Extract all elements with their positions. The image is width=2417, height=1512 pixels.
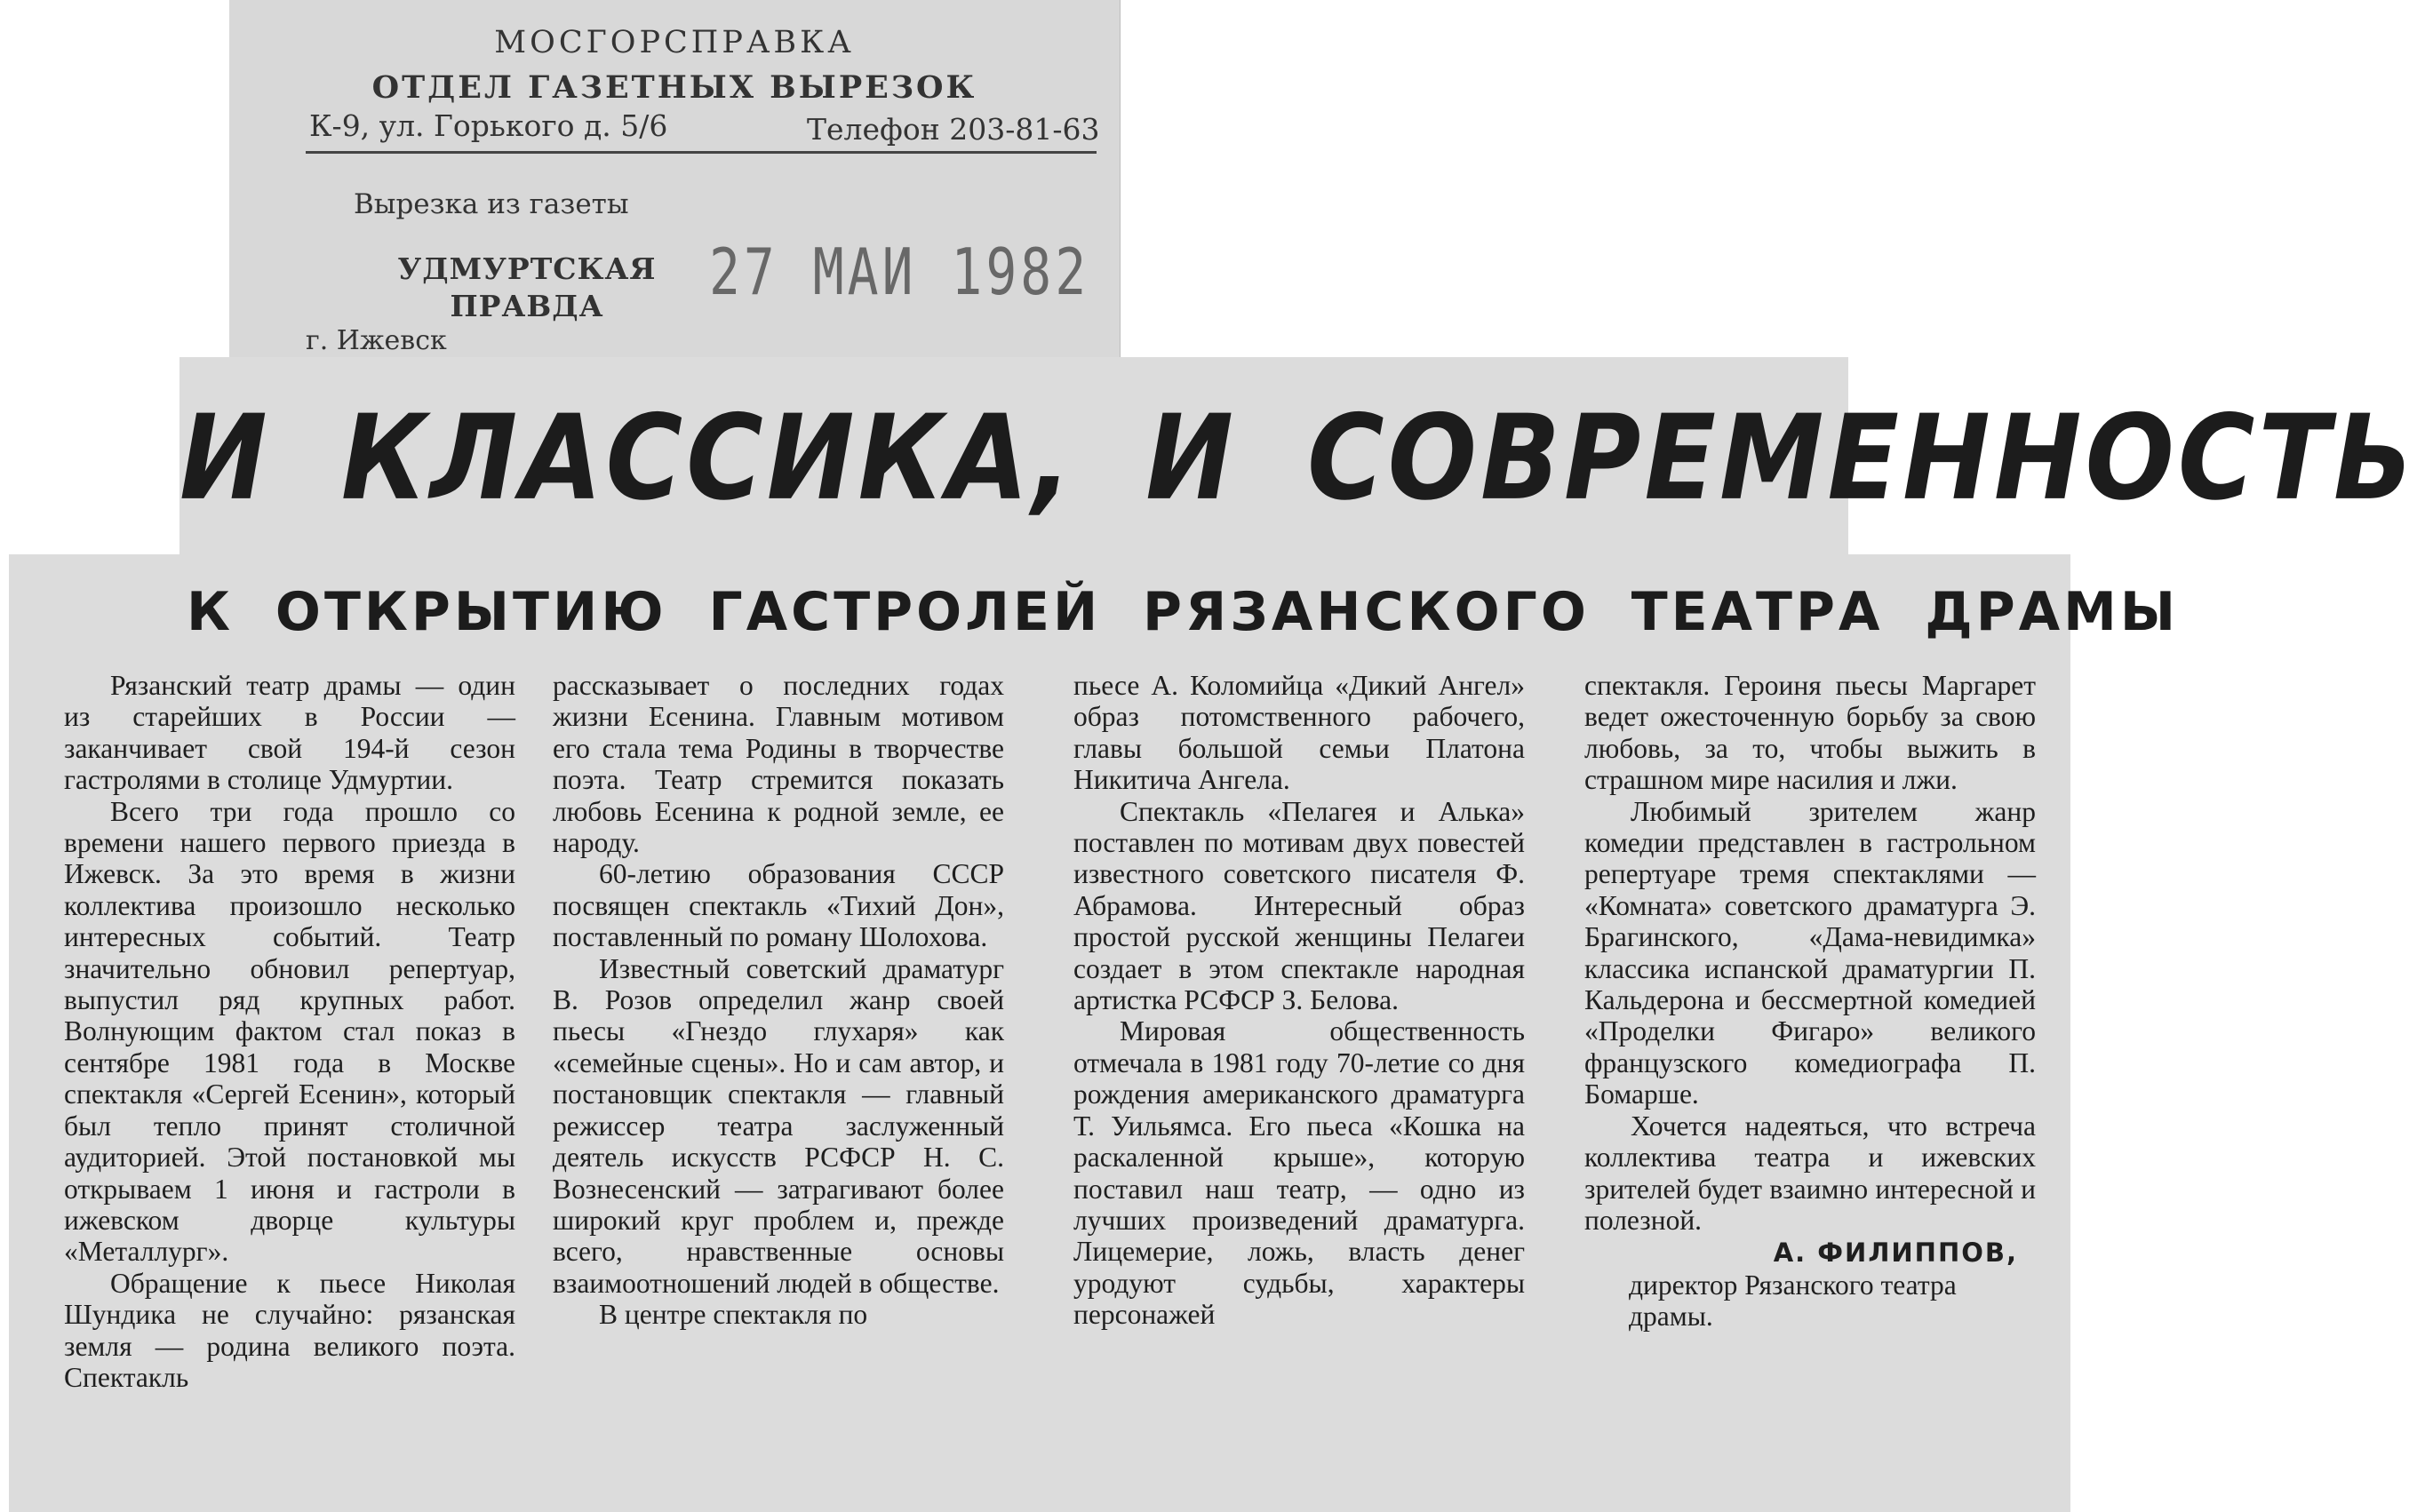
paragraph: Всего три года прошло со времени нашего первого приезда в Ижевск. За это время в жизни коллектива произошло несколько интересных событий. Театр значительно обновил репертуар, выпустил ряд крупных работ. Волнующим фактом стал показ в сентябре 1981 года в Москве спектакля «Сергей Есенин», который был тепло принят столичной аудиторией. Этой постановкой мы открываем 1 июня и гастроли в ижевском дворце культуры «Металлург».	[64, 795, 515, 1268]
department-name: ОТДЕЛ ГАЗЕТНЫХ ВЫРЕЗОК	[371, 69, 977, 106]
agency-address: К-9, ул. Горького д. 5/6	[309, 108, 668, 143]
paragraph: Обращение к пьесе Николая Шундика не случайно: рязанская земля — родина великого поэта. Спектакль	[64, 1267, 515, 1393]
paragraph: 60-летию образования СССР посвящен спектакль «Тихий Дон», поставленный по роману Шолохова.	[553, 858, 1004, 953]
article-subheadline: К ОТКРЫТИЮ ГАСТРОЛЕЙ РЯЗАНСКОГО ТЕАТРА ДРАМЫ	[187, 581, 2180, 643]
newspaper-clipping	[9, 357, 2417, 1512]
agency-name: МОСГОРСПРАВКА	[494, 25, 855, 60]
article-headline: И КЛАССИКА, И СОВРЕМЕННОСТЬ	[179, 388, 2417, 527]
paragraph: Известный советский драматург В. Розов определил жанр своей пьесы «Гнездо глухаря» как «семейные сцены». Но и сам автор, и постановщик спектакля — главный режиссер театра заслуженный деятель искусств РСФСР Н. С. Вознесенский — затрагивают более широкий круг проблем и, прежде всего, нравственные основы взаимоотношений людей в обществе.	[553, 952, 1004, 1299]
article-column-4	[1584, 670, 2036, 1333]
paragraph: В центре спектакля по	[599, 1299, 868, 1331]
clipping-label: Вырезка из газеты	[354, 188, 629, 220]
author-name: А. ФИЛИППОВ,	[1773, 1237, 2018, 1269]
paragraph: Спектакль «Пелагея и Алька» поставлен по мотивам двух повестей известного советского писателя Ф. Абрамова. Интересный образ простой русской женщины Пелагеи создает в этом спектакле народная артистка РСФСР З. Белова.	[1073, 795, 1525, 1016]
stamp-divider	[306, 151, 1097, 154]
agency-phone: Телефон 203-81-63	[807, 112, 1100, 147]
article-column-1	[64, 670, 515, 1393]
paragraph: Мировая общественность отмечала в 1981 году 70-летие со дня рождения американского драматурга Т. Уильямса. Его пьеса «Кошка на раскаленной крыше», которую поставил наш театр, — одно из лучших произведений драматурга. Лицемерие, ложь, власть денег уродуют судьбы, характеры персонажей	[1073, 1015, 1525, 1331]
date-stamp: 27 МАИ 1982	[709, 234, 1090, 310]
newspaper-name: УДМУРТСКАЯ ПРАВДА	[397, 251, 657, 323]
paragraph: рассказывает о последних годах жизни Есенина. Главным мотивом его стала тема Родины в творчестве поэта. Театр стремится показать любовь Есенина к родной земле, ее народу.	[553, 670, 1004, 859]
paragraph: пьесе А. Коломийца «Дикий Ангел» образ потомственного рабочего, главы большой семьи Платона Никитича Ангела.	[1073, 670, 1525, 796]
article-column-3	[1073, 670, 1525, 1331]
paragraph: Рязанский театр драмы — один из старейших в России — заканчивает свой 194-й сезон гастролями в столице Удмуртии.	[64, 670, 515, 796]
author-title: директор Рязанского театра драмы.	[1629, 1269, 1957, 1333]
paragraph: Любимый зрителем жанр комедии представлен в гастрольном репертуаре тремя спектаклями — «Комната» советского драматурга Э. Брагинского, «Дама-невидимка» классика испанской драматургии П. Кальдерона и бессмертной комедией «Проделки Фигаро» великого французского комедиографа П. Бомарше.	[1584, 795, 2036, 1110]
paragraph: Хочется надеяться, что встреча коллектива театра и ижевских зрителей будет взаимно интересной и полезной.	[1584, 1110, 2036, 1236]
article-column-2	[553, 670, 1004, 1331]
newspaper-city: г. Ижевск	[306, 325, 447, 356]
clipping-bureau-stamp	[229, 0, 1121, 357]
paragraph: спектакля. Героиня пьесы Маргарет ведет ожесточенную борьбу за свою любовь, за то, чтобы выжить в страшном мире насилия и лжи.	[1584, 670, 2036, 796]
